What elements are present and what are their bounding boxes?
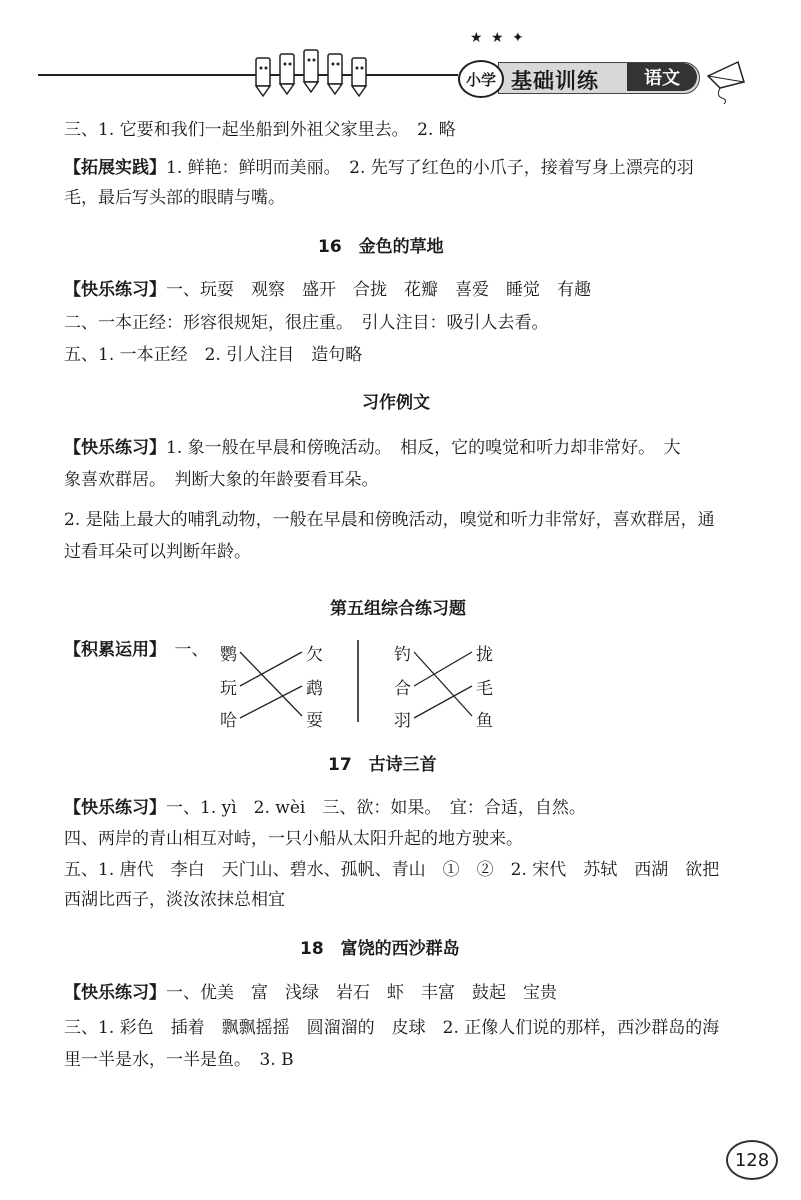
- answer-line: 五、1. 一本正经 2. 引人注目 造句略: [64, 345, 363, 365]
- match-word: 鹦: [220, 645, 237, 665]
- lesson-title: 18 富饶的西沙群岛: [300, 939, 460, 959]
- answer-line: 三、1. 彩色 插着 飘飘摇摇 圆溜溜的 皮球 2. 正像人们说的那样，西沙群岛的海: [64, 1018, 720, 1038]
- match-connector: [414, 652, 472, 716]
- match-word: 羽: [394, 711, 411, 731]
- lesson-title: 16 金色的草地: [318, 237, 444, 257]
- match-word: 玩: [220, 679, 237, 699]
- match-word: 鹉: [306, 679, 323, 699]
- answer-line: [64, 981, 557, 1005]
- brand-badge: 小学: [458, 60, 504, 98]
- match-word: 哈: [220, 711, 237, 731]
- match-connector: [240, 686, 302, 718]
- lesson-title: 第五组综合练习题: [330, 599, 466, 619]
- match-word: 合: [394, 679, 411, 699]
- match-connector: [240, 652, 302, 686]
- page-number: 128: [726, 1140, 778, 1180]
- section-tag: 【快乐练习】: [64, 983, 166, 1003]
- answer-text: 一、优美 富 浅绿 岩石 虾 丰富 鼓起 宝贵: [166, 983, 557, 1003]
- lesson-title: 习作例文: [362, 393, 430, 413]
- match-connector: [240, 652, 302, 716]
- answer-line: 象喜欢群居。 判断大象的年龄要看耳朵。: [64, 470, 379, 490]
- answer-text: 一、玩耍 观察 盛开 合拢 花瓣 喜爱 睡觉 有趣: [166, 280, 591, 300]
- match-word: 毛: [476, 679, 493, 699]
- match-connector: [414, 686, 472, 718]
- answer-line: 二、一本正经：形容很规矩，很庄重。 引人注目：吸引人去看。: [64, 313, 549, 333]
- section-tag: 【拓展实践】: [64, 158, 166, 178]
- answer-line: 西湖比西子，淡汝浓抹总相宜: [64, 890, 285, 910]
- match-word: 耍: [306, 711, 323, 731]
- answer-line: 三、1. 它要和我们一起坐船到外祖父家里去。 2. 略: [64, 120, 456, 140]
- answer-line: 里一半是水，一半是鱼。 3. B: [64, 1050, 294, 1070]
- section-tag: 【快乐练习】: [64, 438, 166, 458]
- brand-subject: 语文: [627, 63, 697, 91]
- answer-text: 1. 象一般在早晨和傍晚活动。 相反，它的嗅觉和听力却非常好。 大: [166, 438, 681, 458]
- answer-line: 五、1. 唐代 李白 天门山、碧水、孤帆、青山 ① ② 2. 宋代 苏轼 西湖 欲把: [64, 860, 720, 880]
- answer-text: 一、1. yì 2. wèi 三、欲：如果。 宜：合适，自然。: [166, 798, 586, 818]
- match-word: 欠: [306, 645, 323, 665]
- lesson-title: 17 古诗三首: [328, 755, 437, 775]
- answer-line: 2. 是陆上最大的哺乳动物，一般在早晨和傍晚活动，嗅觉和听力非常好，喜欢群居，通: [64, 510, 715, 530]
- stars-icon: ★ ★ ✦: [470, 30, 526, 46]
- match-word: 钓: [394, 645, 411, 665]
- brand-title: 基础训练: [511, 69, 599, 93]
- answer-line: 过看耳朵可以判断年龄。: [64, 542, 251, 562]
- answer-line: 毛，最后写头部的眼睛与嘴。: [64, 188, 285, 208]
- answer-line: 四、两岸的青山相互对峙，一只小船从太阳升起的地方驶来。: [64, 829, 523, 849]
- match-word: 拢: [476, 645, 493, 665]
- answer-text: 1. 鲜艳：鲜明而美丽。 2. 先写了红色的小爪子，接着写身上漂亮的羽: [166, 158, 694, 178]
- match-word: 鱼: [476, 711, 493, 731]
- section-tag: 【积累运用】: [64, 640, 158, 660]
- section-tag: 【快乐练习】: [64, 280, 166, 300]
- answer-text: 一、: [174, 640, 209, 660]
- match-connector: [414, 652, 472, 686]
- section-tag: 【快乐练习】: [64, 798, 166, 818]
- answer-line: [64, 796, 586, 820]
